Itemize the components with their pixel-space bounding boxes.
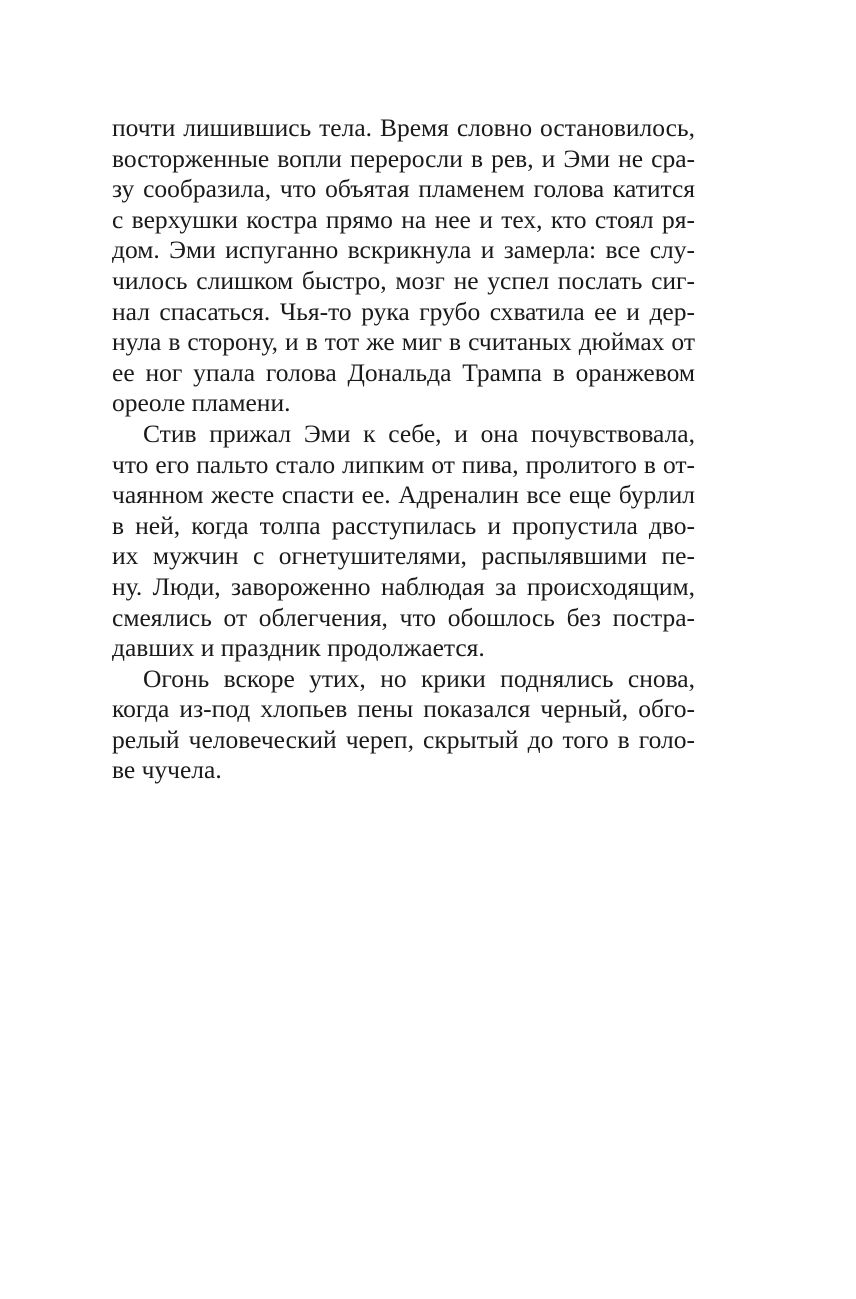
text-line: ну. Люди, завороженно наблюдая за происходящим, [112,571,695,601]
text-line: что его пальто стало липким от пива, пролитого в от- [112,449,695,479]
text-line: ореоле пламени. [112,388,291,418]
paragraph [112,113,695,419]
text-line: чаянном жесте спасти ее. Адреналин все еще бурлил [112,480,695,510]
paragraph [112,664,695,786]
text-line: почти лишившись тела. Время словно остановилось, [112,113,695,142]
text-line: их мужчин с огнетушителями, распылявшими пе- [112,541,695,571]
text-line: восторженные вопли переросли в рев, и Эми не сра- [112,143,695,173]
text-line: когда из-под хлопьев пены показался черный, обго- [112,694,695,724]
text-line: Огонь вскоре утих, но крики поднялись снова, [143,663,695,693]
text-line: чилось слишком быстро, мозг не успел послать сиг- [112,265,695,295]
text-line: нал спасаться. Чья-то рука грубо схватила ее и дер- [112,296,695,326]
page-text [112,113,695,786]
text-line: Стив прижал Эми к себе, и она почувствовала, [143,418,695,448]
text-line: ее ног упала голова Дональда Трампа в оранжевом [112,357,695,387]
text-line: с верхушки костра прямо на нее и тех, кто стоял ря- [112,204,695,234]
text-line: зу сообразила, что объятая пламенем голова катится [112,174,695,204]
text-line: в ней, когда толпа расступилась и пропустила дво- [112,510,695,540]
paragraph [112,419,695,664]
text-line: смеялись от облегчения, что обошлось без постра- [112,602,695,632]
text-line: дом. Эми испуганно вскрикнула и замерла: все слу- [112,235,695,265]
text-line: ве чучела. [112,755,222,785]
text-line: нула в сторону, и в тот же миг в считаных дюймах от [112,327,695,357]
text-line: давших и праздник продолжается. [112,633,485,663]
text-line: релый человеческий череп, скрытый до того в голо- [112,724,695,754]
